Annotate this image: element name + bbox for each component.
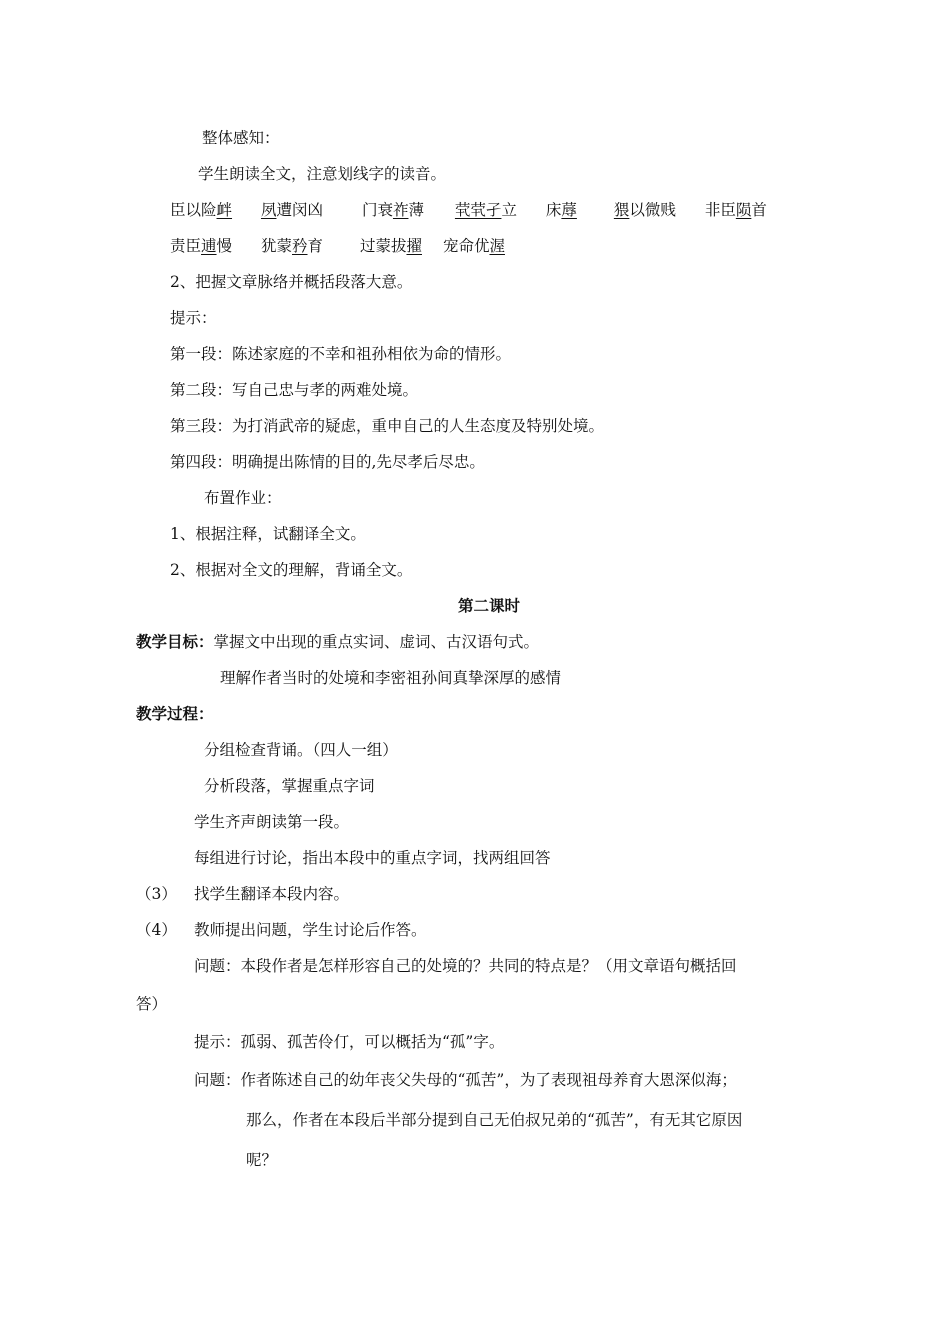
pinyin-row-1 (170, 200, 767, 220)
goal-text-2: 理解作者当时的处境和李密祖孙间真挚深厚的感情 (220, 669, 562, 687)
overview-heading: 整体感知： (202, 129, 280, 147)
step-number-3: （3） (136, 885, 177, 903)
pinyin-item: 非臣陨首 (704, 201, 767, 219)
pinyin-item: 过蒙拔擢 (359, 237, 422, 255)
teaching-goal (136, 632, 539, 652)
pinyin-item: 犹蒙矜育 (260, 237, 324, 255)
question-1-line-1: 问题：本段作者是怎样形容自己的处境的？共同的特点是？（用文章语句概括回 (194, 957, 737, 975)
goal-text-1: 掌握文中出现的重点实词、虚词、古汉语句式。 (213, 633, 540, 651)
step-question: 教师提出问题，学生讨论后作答。 (194, 921, 427, 939)
step-check-recitation: 分组检查背诵。（四人一组） (204, 741, 398, 759)
pinyin-item: 夙遭闵凶 (260, 201, 323, 219)
step-number-4: （4） (136, 921, 177, 939)
pinyin-item: 门衰祚薄 (361, 201, 424, 219)
task-2: 2、把握文章脉络并概括段落大意。 (170, 273, 413, 291)
pinyin-item: 责臣逋慢 (170, 237, 233, 255)
step-read-aloud: 学生齐声朗读第一段。 (194, 813, 350, 831)
paragraph-summary-3: 第三段：为打消武帝的疑虑，重申自己的人生态度及特别处境。 (170, 417, 605, 435)
step-analyze: 分析段落，掌握重点字词 (204, 777, 375, 795)
goal-label: 教学目标： (136, 632, 214, 651)
question-1-line-2: 答） (136, 995, 168, 1013)
pinyin-item: 宠命优渥 (442, 237, 505, 255)
hint-label: 提示： (170, 309, 217, 327)
pinyin-item: 臣以险衅 (170, 201, 233, 219)
lesson-title: 第二课时 (458, 596, 521, 615)
homework-item-2: 2、根据对全文的理解，背诵全文。 (170, 561, 413, 579)
homework-heading: 布置作业： (204, 489, 282, 507)
paragraph-summary-1: 第一段：陈述家庭的不幸和祖孙相依为命的情形。 (170, 345, 512, 363)
pinyin-row-2 (170, 236, 505, 256)
pinyin-item: 床蓐 (545, 201, 577, 219)
pinyin-item: 茕茕孑立 (454, 201, 517, 219)
pinyin-item: 猥以微贱 (613, 201, 676, 219)
step-group-discussion: 每组进行讨论，指出本段中的重点字词，找两组回答 (194, 849, 551, 867)
overview-instruction: 学生朗读全文，注意划线字的读音。 (198, 165, 447, 183)
question-2-line-1: 问题：作者陈述自己的幼年丧父失母的“孤苦”，为了表现祖母养育大恩深似海； (194, 1071, 737, 1089)
homework-item-1: 1、根据注释，试翻译全文。 (170, 525, 366, 543)
question-2-line-2: 那么，作者在本段后半部分提到自己无伯叔兄弟的“孤苦”，有无其它原因 (246, 1111, 743, 1129)
question-2-line-3: 呢？ (246, 1151, 278, 1169)
step-translate: 找学生翻译本段内容。 (194, 885, 350, 903)
process-label: 教学过程： (136, 704, 214, 723)
paragraph-summary-4: 第四段：明确提出陈情的目的,先尽孝后尽忠。 (170, 453, 485, 471)
hint-2: 提示：孤弱、孤苦伶仃，可以概括为“孤”字。 (194, 1033, 505, 1051)
paragraph-summary-2: 第二段：写自己忠与孝的两难处境。 (170, 381, 419, 399)
